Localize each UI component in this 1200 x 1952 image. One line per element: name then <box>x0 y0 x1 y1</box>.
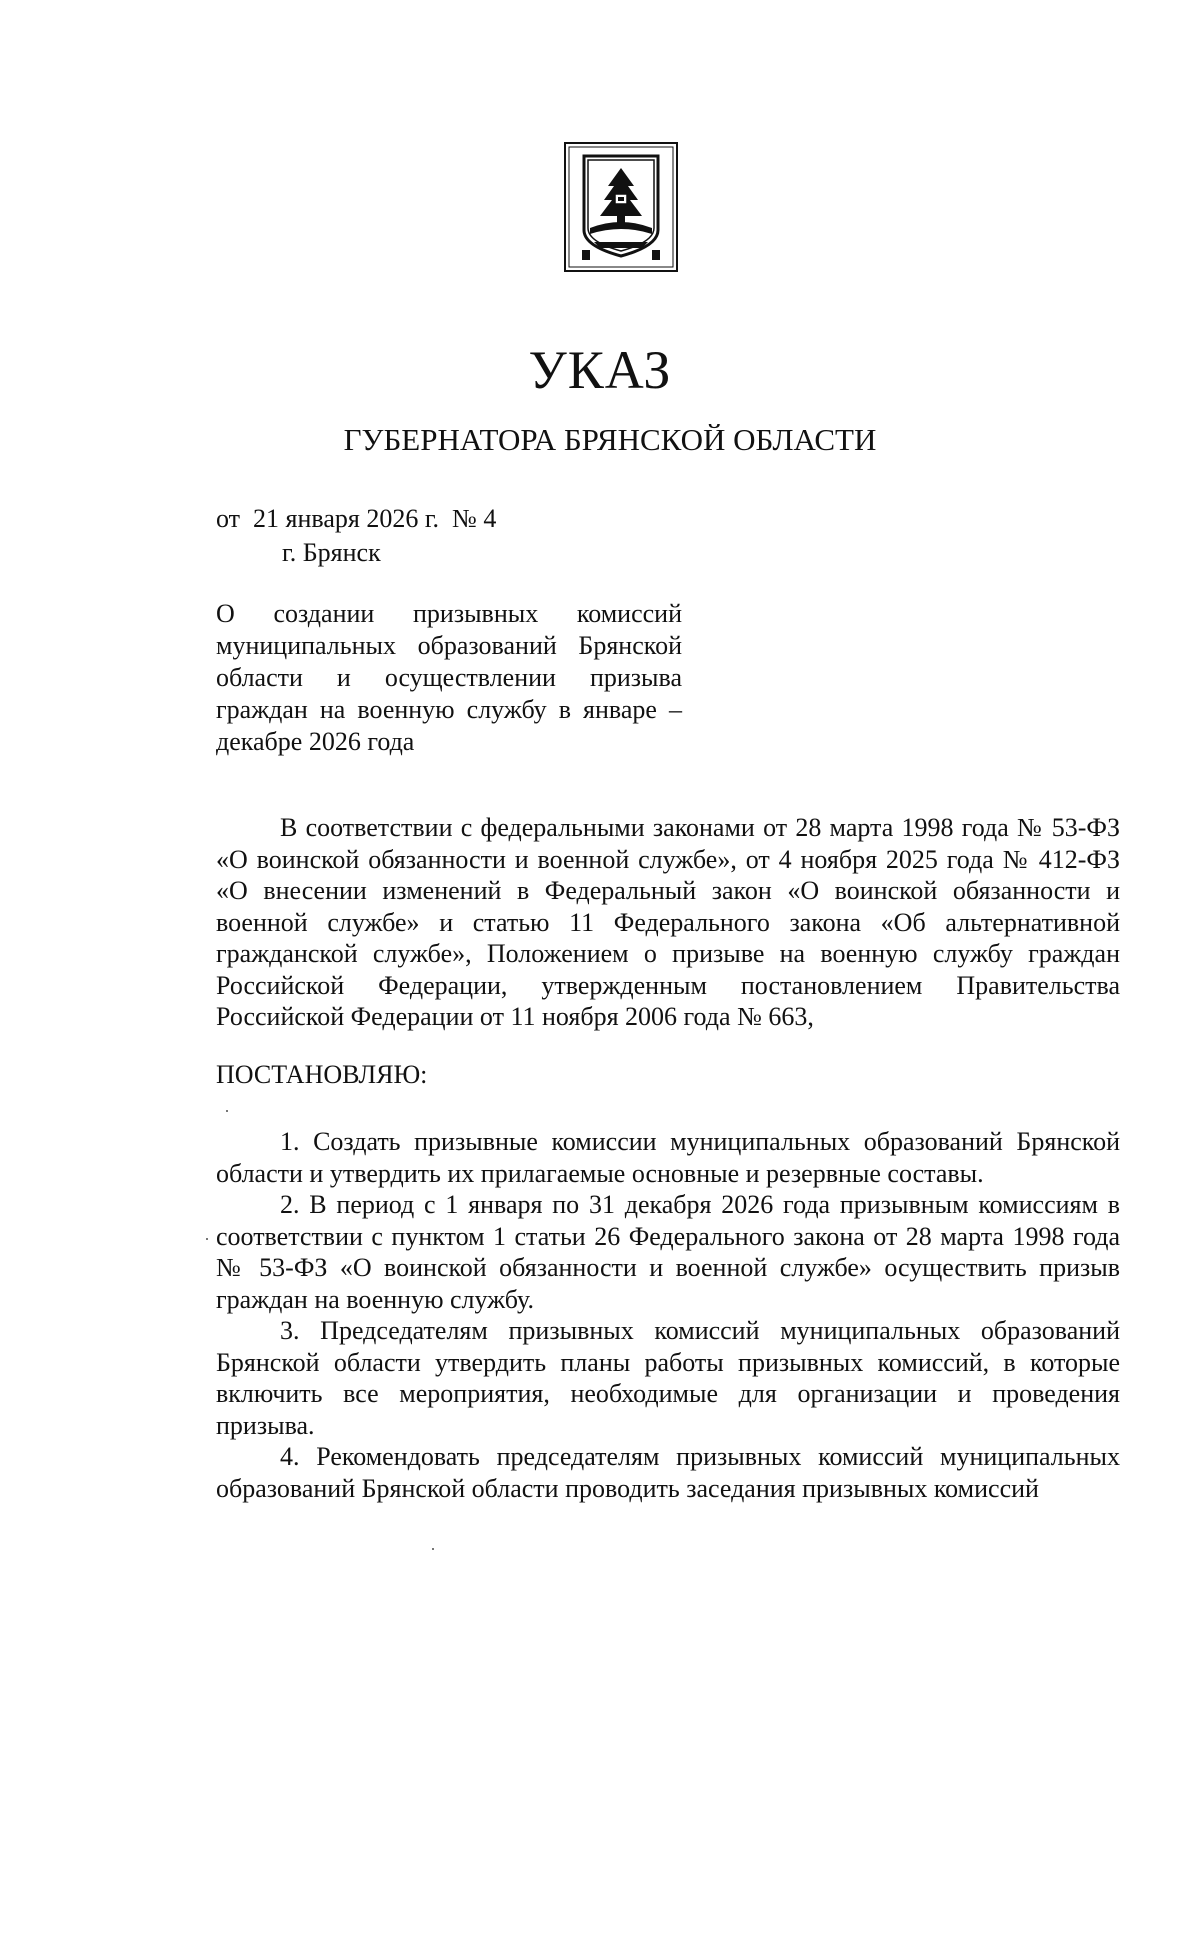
document-subtitle: ГУБЕРНАТОРА БРЯНСКОЙ ОБЛАСТИ <box>343 422 877 457</box>
document-item-2: 2. В период с 1 января по 31 декабря 2026 года призывным комиссиям в соответствии с пунктом 1 статьи 26 Федерального закона от 28 марта 1998 года № 53-ФЗ «О воинской обязанности и военной службе» осуществить призыв граждан на военную службу. <box>216 1190 1120 1314</box>
document-title: УКАЗ <box>528 340 672 400</box>
bryansk-coat-of-arms-icon <box>564 142 678 272</box>
document-item-1: 1. Создать призывные комиссии муниципальных образований Брянской области и утвердить их прилагаемые основные и резервные составы. <box>216 1127 1120 1188</box>
document-resolve: ПОСТАНОВЛЯЮ: <box>216 1060 428 1089</box>
document-city: г. Брянск <box>282 538 381 567</box>
document-items <box>216 1126 1120 1504</box>
scan-speck <box>432 1548 434 1550</box>
document-preamble <box>216 812 1120 1033</box>
document-item-3: 3. Председателям призывных комиссий муниципальных образований Брянской области утвердить планы работы призывных комиссий, в которые включить все мероприятия, необходимые для организации и проведения призыва. <box>216 1316 1120 1440</box>
document-item-4: 4. Рекомендовать председателям призывных комиссий муниципальных образований Брянской области проводить заседания призывных комиссий <box>216 1442 1120 1503</box>
preamble-text: В соответствии с федеральными законами от 28 марта 1998 года № 53-ФЗ «О воинской обязанности и военной службе», от 4 ноября 2025 года № 412-ФЗ «О внесении изменений в Федеральный закон «О воинской обязанности и военной службе» и статью 11 Федерального закона «Об альтернативной гражданской службе», Положением о призыве на военную службу граждан Российской Федерации, утвержденным постановлением Правительства Российской Федерации от 11 ноября 2006 года № 663, <box>216 813 1120 1031</box>
scan-speck <box>206 1238 208 1240</box>
document-subject: О создании призывных комиссий муниципальных образований Брянской области и осуществлении призыва граждан на военную службу в январе – декабре 2026 года <box>216 599 682 756</box>
document-date-number: от 21 января 2026 г. № 4 <box>216 504 497 533</box>
scan-speck <box>226 1110 228 1112</box>
